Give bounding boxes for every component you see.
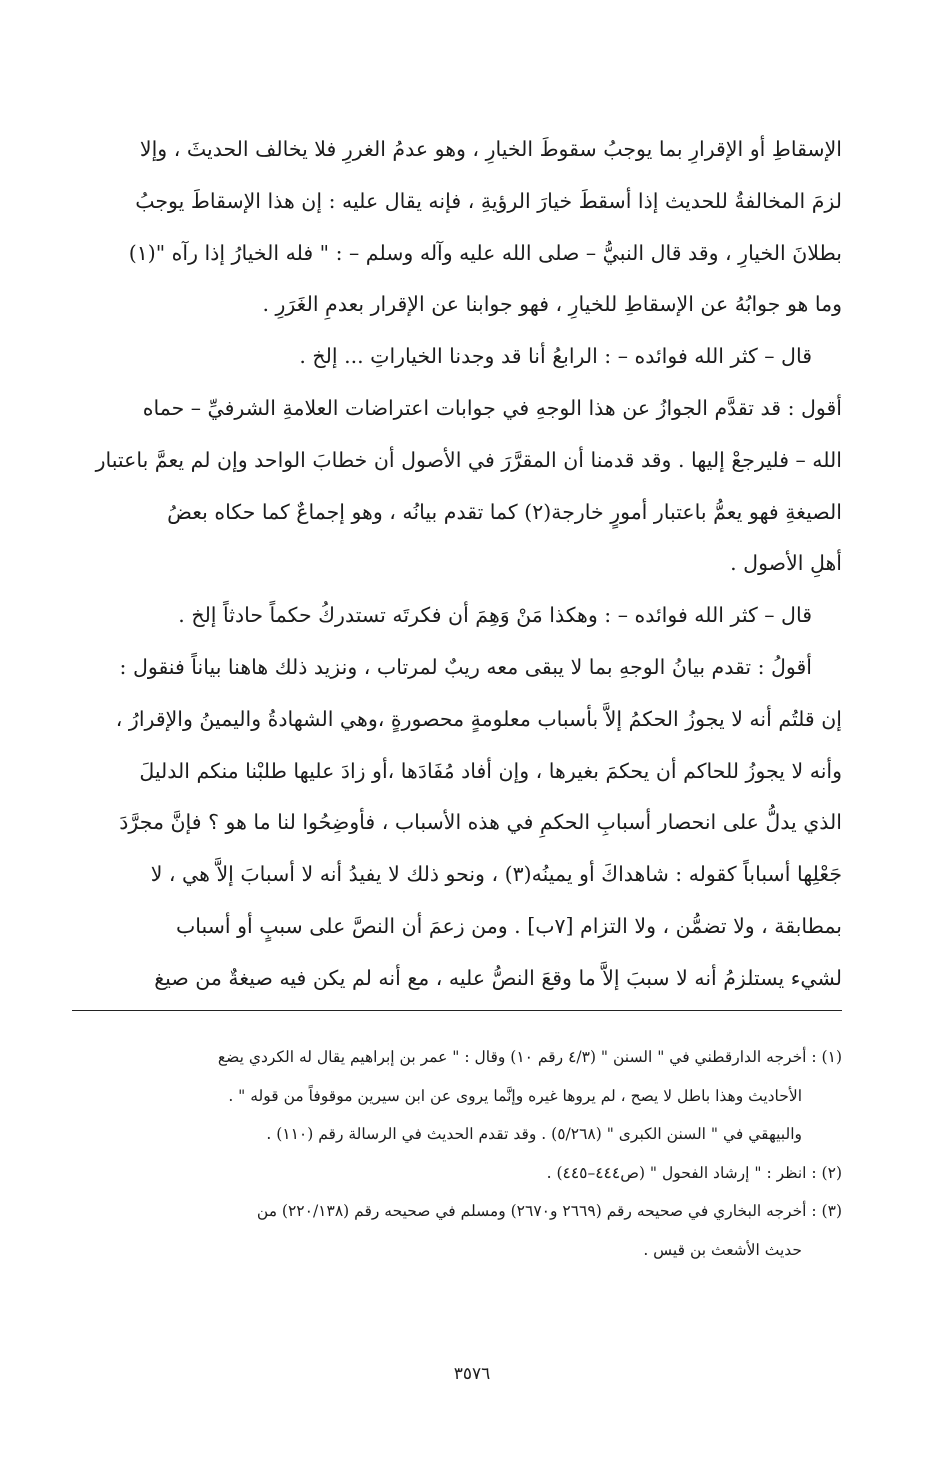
text-line: وأنه لا يجوزُ للحاكم أن يحكمَ بغيرها ، وإن أفاد مُفَادَها ،أو زادَ عليها طلبْنا منكم الدليلَ xyxy=(139,758,842,783)
text-line: لزمَ المخالفةُ للحديث إذا أسقطَ خيارَ الرؤيةِ ، فإنه يقال عليه : إن هذا الإسقاطَ يوجبُ xyxy=(135,188,842,213)
text-line: وما هو جوابُهُ عن الإسقاطِ للخيارِ ، فهو جوابنا عن الإقرار بعدمِ الغَرَرِ . xyxy=(262,292,842,317)
text-line: أقولُ : تقدم بيانُ الوجهِ بما لا يبقى معه ريبٌ لمرتاب ، ونزيد ذلك هاهنا بياناً فنقول : xyxy=(119,654,812,679)
text-line: بمطابقة ، ولا تضمُّن ، ولا التزام [٧ب] . ومن زعمَ أن النصَّ على سببٍ أو أسباب xyxy=(175,913,842,938)
footnote-line: حديث الأشعث بن قيس . xyxy=(643,1240,802,1259)
main-text xyxy=(72,124,842,1005)
text-line: قال – كثر الله فوائده – : الرابعُ أنا قد وجدنا الخياراتِ ... إلخ . xyxy=(299,344,812,369)
footnote-line: (٣) : أخرجه البخاري في صحيحه رقم (٢٦٦٩ و٢٦٧٠) ومسلم في صحيحه رقم (٢٢٠/١٣٨) من xyxy=(256,1202,842,1220)
text-line: جَعْلِها أسباباً كقوله : شاهداكَ أو يمينُه(٣) ، ونحو ذلك لا يفيدُ أنه لا أسبابَ إلاَّ هي ، لا xyxy=(150,862,842,887)
footnote-line: الأحاديث وهذا باطل لا يصح ، لم يروها غيره وإنَّما يروى عن ابن سيرين موقوفاً من قوله " . xyxy=(228,1086,802,1105)
text-line: الصيغةِ فهو يعمُّ باعتبار أمورٍ خارجة(٢) كما تقدم بيانُه ، وهو إجماعٌ كما حكاه بعضُ xyxy=(167,499,842,524)
text-line: إن قلتُم أنه لا يجوزُ الحكمُ إلاَّ بأسباب معلومةٍ محصورةٍ ،وهي الشهادةُ واليمينُ والإقرارُ ، xyxy=(115,706,842,731)
footnote-line: والبيهقي في " السنن الكبرى " (٥/٢٦٨) . وقد تقدم الحديث في الرسالة رقم (١١٠) . xyxy=(266,1125,802,1143)
page-number: ٣٥٧٦ xyxy=(453,1364,491,1384)
text-line: الإسقاطِ أو الإقرارِ بما يوجبُ سقوطَ الخيارِ ، وهو عدمُ الغررِ فلا يخالف الحديثَ ، وإلا xyxy=(139,137,842,161)
text-line: الذي يدلُّ على انحصار أسبابِ الحكمِ في هذه الأسباب ، فأوضِحُوا لنا ما هو ؟ فإنَّ مجرَّدَ xyxy=(119,810,842,835)
footnotes xyxy=(72,1038,842,1269)
text-line: أقول : قد تقدَّم الجوازُ عن هذا الوجهِ في جوابات اعتراضات العلامةِ الشرفيِّ – حماه xyxy=(142,395,842,420)
text-line: قال – كثر الله فوائده – : وهكذا مَنْ وَهِمَ أن فكرتَه تستدركُ حكماً حادثاً إلخ . xyxy=(178,603,812,628)
text-line: أهلِ الأصول . xyxy=(730,551,842,576)
footnote-line: (٢) : انظر : " إرشاد الفحول " (ص٤٤٤–٤٤٥) . xyxy=(546,1163,842,1182)
footnote-line: (١) : أخرجه الدارقطني في " السنن " (٤/٣ رقم ١٠) وقال : " عمر بن إبراهيم يقال له الكردي يضع xyxy=(217,1048,842,1066)
text-line: بطلانَ الخيارِ ، وقد قال النبيُّ – صلى الله عليه وآله وسلم – : " فله الخيارُ إذا رآه "(١) xyxy=(128,240,842,265)
text-line: لشيء يستلزمُ أنه لا سببَ إلاَّ ما وقعَ النصُّ عليه ، مع أنه لم يكن فيه صيغةٌ من صيغ xyxy=(154,965,842,990)
footnote-divider xyxy=(72,1010,842,1011)
text-line: الله – فليرجعْ إليها . وقد قدمنا أن المقرَّرَ في الأصول أن خطابَ الواحد وإن لم يعمَّ باعتبار xyxy=(95,447,842,472)
